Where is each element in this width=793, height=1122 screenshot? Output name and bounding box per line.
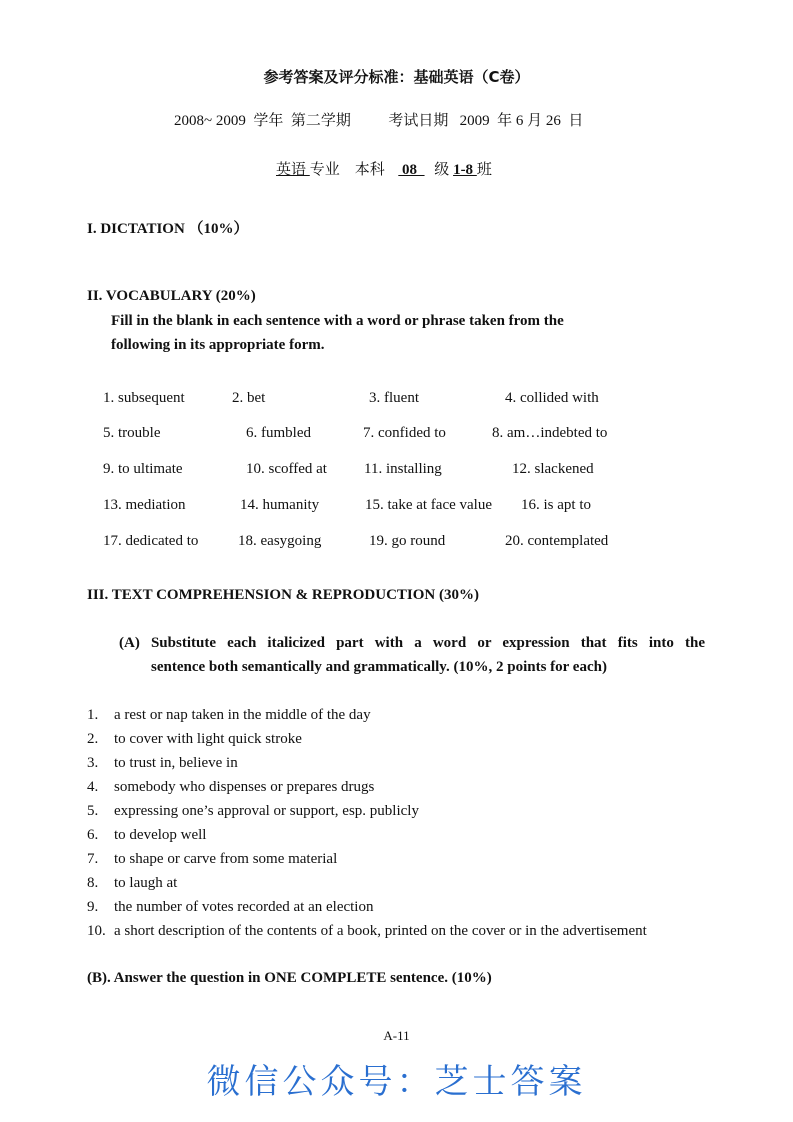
list-number: 3. (87, 755, 99, 771)
vocab-answer: 7. confided to (363, 425, 446, 441)
vocab-instruction-2: following in its appropriate form. (111, 337, 325, 353)
vocab-answer: 16. is apt to (521, 497, 591, 513)
classes: 1-8 (453, 162, 477, 178)
vocab-answer: 8. am…indebted to (492, 425, 608, 441)
watermark: 微信公众号：芝士答案 (206, 1062, 587, 1102)
list-number: 8. (87, 875, 99, 891)
partA-answer: to cover with light quick stroke (114, 731, 302, 747)
vocab-answer: 10. scoffed at (246, 461, 327, 477)
list-number: 6. (87, 827, 99, 843)
vocab-answer: 11. installing (364, 461, 442, 477)
partB-instruction: (B). Answer the question in ONE COMPLETE sentence. (10%) (87, 970, 492, 986)
list-number: 1. (87, 707, 99, 723)
section-vocabulary: II. VOCABULARY (20%) (87, 288, 256, 304)
exam-date-label: 考试日期 (388, 113, 449, 129)
partA-instruction-2: sentence both semantically and grammatically. (10%, 2 points for each) (151, 659, 607, 675)
list-number: 10. (87, 923, 106, 939)
list-number: 9. (87, 899, 99, 915)
vocab-answer: 4. collided with (505, 390, 599, 406)
page-number: A-11 (383, 1028, 410, 1043)
vocab-instruction-1: Fill in the blank in each sentence with a word or phrase taken from the (111, 313, 564, 329)
list-number: 5. (87, 803, 99, 819)
partA-answer: to shape or carve from some material (114, 851, 338, 867)
vocab-answer: 13. mediation (103, 497, 186, 513)
vocab-answer: 19. go round (369, 533, 446, 549)
vocab-answer: 14. humanity (240, 497, 320, 513)
vocab-answer: 6. fumbled (246, 425, 311, 441)
partA-answer: somebody who dispenses or prepares drugs (114, 779, 375, 795)
grade: 08 (398, 162, 425, 178)
grade-label: 级 (434, 162, 450, 178)
vocab-answer: 18. easygoing (238, 533, 322, 549)
partA-instruction-1: (A) Substitute each italicized part with a word or expression that fits into the (119, 635, 705, 651)
vocab-answer: 17. dedicated to (103, 533, 199, 549)
vocab-answer: 1. subsequent (103, 390, 185, 406)
year-text: 2008~ 2009 学年 第二学期 (174, 113, 351, 129)
vocab-answer: 9. to ultimate (103, 461, 183, 477)
major-label: 专业 (309, 162, 340, 178)
partA-answer: a rest or nap taken in the middle of the day (114, 707, 371, 723)
page-title: 参考答案及评分标准：基础英语（C卷） (263, 68, 530, 86)
class-info (276, 158, 492, 179)
partA-answer: to laugh at (114, 875, 178, 891)
partA-answer: to trust in, believe in (114, 755, 238, 771)
class-label: 班 (476, 162, 492, 178)
list-number: 2. (87, 731, 99, 747)
partA-answer: to develop well (114, 827, 207, 843)
exam-date: 2009 年 6 月 26 日 (459, 113, 584, 129)
vocab-answer: 12. slackened (512, 461, 594, 477)
vocab-answer: 20. contemplated (505, 533, 609, 549)
vocab-answer: 15. take at face value (365, 497, 493, 513)
section-dictation: I. DICTATION （10%） (87, 221, 249, 237)
section-text-comprehension: III. TEXT COMPREHENSION & REPRODUCTION (30%) (87, 587, 479, 603)
partA-answer: the number of votes recorded at an election (114, 899, 374, 915)
partA-answer: a short description of the contents of a book, printed on the cover or in the advertisement (114, 923, 647, 939)
major: 英语 (276, 162, 310, 178)
level: 本科 (354, 162, 385, 178)
vocab-answer: 2. bet (232, 390, 266, 406)
academic-year (174, 109, 583, 130)
list-number: 7. (87, 851, 99, 867)
vocab-answer: 3. fluent (369, 390, 419, 406)
vocab-answer: 5. trouble (103, 425, 161, 441)
list-number: 4. (87, 779, 99, 795)
partA-answer: expressing one’s approval or support, esp. publicly (114, 803, 419, 819)
